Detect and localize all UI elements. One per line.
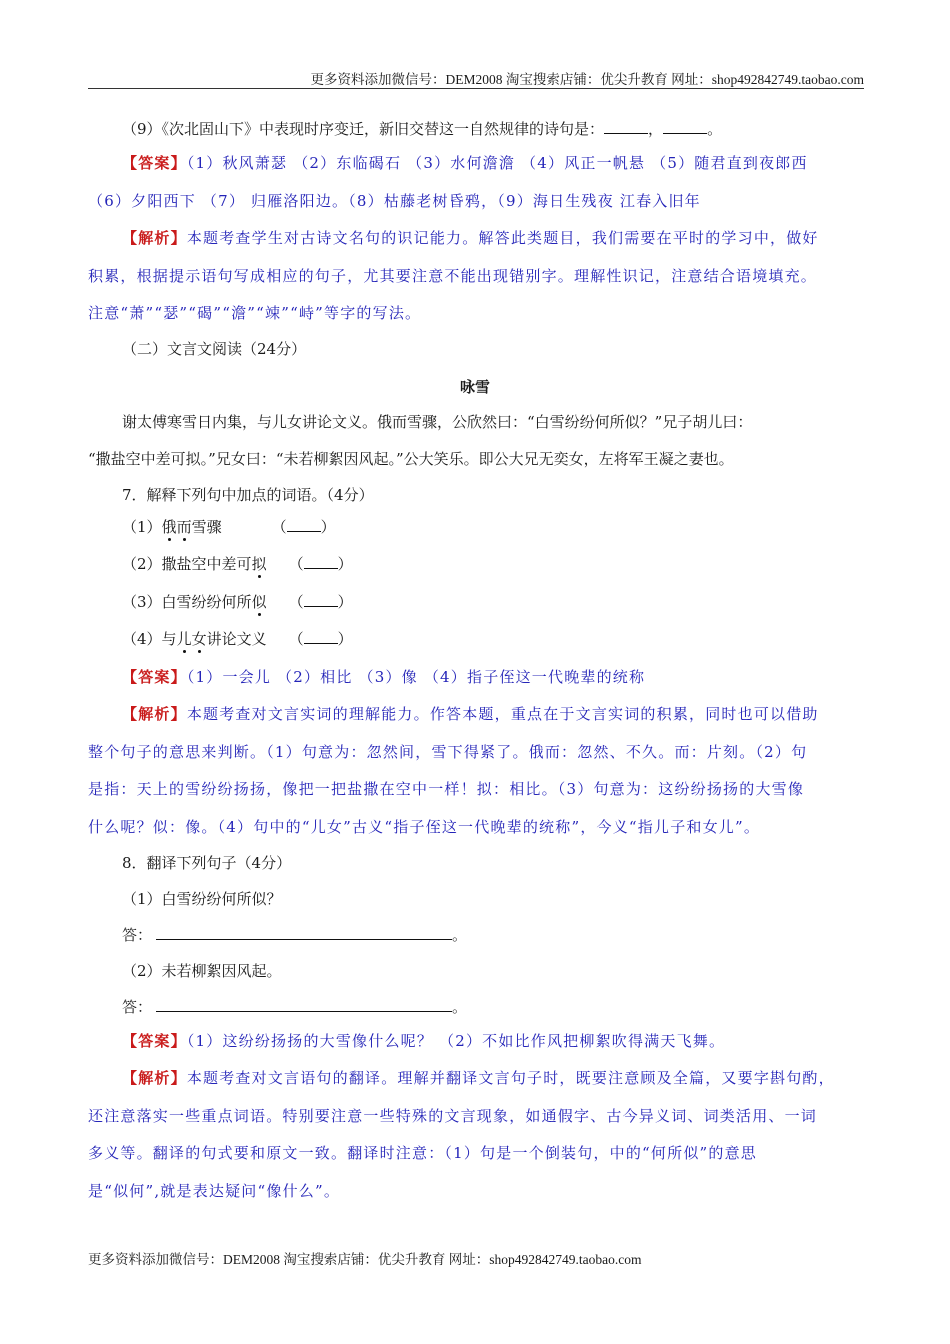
passage-line-1: 谢太傅寒雪日内集，与儿女讲论文义。俄而雪骤，公欣然曰：“白雪纷纷何所似？”兄子胡儿曰： [122, 413, 753, 431]
answer-line[interactable] [156, 925, 452, 940]
passage-line-2: “撒盐空中差可拟。”兄女曰：“未若柳絮因风起。”公大笑乐。即公大兄无奕女，左将军王凝之妻也。 [88, 450, 734, 468]
analysis-1-line-2: 积累，根据提示语句写成相应的句子，尤其要注意不能出现错别字。理解性识记，注意结合语境填充。 [88, 267, 818, 285]
answer-8: 【答案】（1）这纷纷扬扬的大雪像什么呢？ （2）不如比作风把柳絮吹得满天飞舞。 [122, 1032, 726, 1050]
analysis-7-line-1: 【解析】本题考查对文言实词的理解能力。作答本题，重点在于文言实词的积累，同时也可以借助 [122, 705, 819, 723]
analysis-1-line-1: 【解析】本题考查学生对古诗文名句的识记能力。解答此类题目，我们需要在平时的学习中，做好 [122, 229, 819, 247]
answer-tag: 【答案】 [122, 154, 187, 172]
header-divider [88, 88, 864, 89]
q8-sentence-1: （1）白雪纷纷何所似？ [122, 890, 282, 908]
analysis-8-line-4: 是“似何”,就是表达疑问“像什么”。 [88, 1182, 341, 1200]
answer-blank[interactable] [304, 553, 338, 569]
analysis-tag: 【解析】 [122, 229, 187, 247]
page-header: 更多资料添加微信号：DEM2008 淘宝搜索店铺：优尖升教育 网址：shop492842749.taobao.com [310, 72, 864, 87]
page-footer: 更多资料添加微信号：DEM2008 淘宝搜索店铺：优尖升教育 网址：shop492842749.taobao.com [88, 1252, 642, 1267]
passage-title: 咏雪 [459, 378, 490, 396]
q8-answer-row-1: 答： 。 [122, 926, 468, 944]
analysis-7-line-2: 整个句子的意思来判断。（1）句意为：忽然间，雪下得紧了。俄而：忽然、不久。而：片刻。（2）句 [88, 743, 808, 761]
q8-sentence-2: （2）未若柳絮因风起。 [122, 962, 282, 980]
analysis-1-line-3: 注意“萧”“瑟”“碣”“澹”“竦”“峙”等字的写法。 [88, 304, 422, 322]
dotted-char: 女 [191, 630, 207, 648]
analysis-8-line-1: 【解析】本题考查对文言语句的翻译。理解并翻译文言句子时，既要注意顾及全篇，又要字斟句酌， [122, 1069, 835, 1087]
answer-blank-2[interactable] [663, 118, 707, 134]
dotted-char: 儿 [176, 630, 192, 648]
analysis-8-line-3: 多义等。翻译的句式要和原文一致。翻译时注意：（1）句是一个倒装句，中的“何所似”的意思 [88, 1144, 757, 1162]
q7-item-1: （1）俄而雪骤 （ ） [122, 518, 336, 536]
q7-item-4: （4）与儿女讲论文义 （ ） [122, 630, 353, 648]
question-8-title: 8．翻译下列句子（4分） [122, 854, 292, 872]
dotted-char: 似 [251, 593, 267, 611]
analysis-7-line-3: 是指：天上的雪纷纷扬扬，像把一把盐撒在空中一样！拟：相比。（3）句意为：这纷纷扬扬的大雪像 [88, 780, 805, 798]
dotted-char: 而 [176, 518, 192, 536]
question-7-title: 7．解释下列句中加点的词语。（4分） [122, 486, 374, 504]
question-9: （9）《次北固山下》中表现时序变迁，新旧交替这一自然规律的诗句是： ， 。 [122, 120, 723, 138]
q7-item-2: （2）撒盐空中差可拟 （ ） [122, 555, 353, 573]
answer-line[interactable] [156, 997, 452, 1012]
analysis-7-line-4: 什么呢？似：像。（4）句中的“儿女”古义“指子侄这一代晚辈的统称”，今义“指儿子和女儿”。 [88, 818, 761, 836]
q7-item-3: （3）白雪纷纷何所似 （ ） [122, 593, 353, 611]
answer-1-line-2: （6）夕阳西下 （7） 归雁洛阳边。（8）枯藤老树昏鸦，（9）海日生残夜 江春入旧年 [88, 192, 701, 210]
dotted-char: 拟 [251, 555, 267, 573]
section-heading: （二）文言文阅读（24分） [122, 340, 307, 358]
dotted-char: 俄 [161, 518, 177, 536]
answer-blank[interactable] [304, 591, 338, 607]
answer-7: 【答案】（1）一会儿 （2）相比 （3）像 （4）指子侄这一代晚辈的统称 [122, 668, 646, 686]
answer-blank[interactable] [287, 516, 321, 532]
question-9-text: （9）《次北固山下》中表现时序变迁，新旧交替这一自然规律的诗句是： [122, 120, 605, 138]
q8-answer-row-2: 答： 。 [122, 998, 468, 1016]
analysis-8-line-2: 还注意落实一些重点词语。特别要注意一些特殊的文言现象，如通假字、古今异义词、词类活用、一词 [88, 1107, 818, 1125]
answer-1-line-1: 【答案】（1）秋风萧瑟 （2）东临碣石 （3）水何澹澹 （4）风正一帆悬 （5）随君直到夜郎西 [122, 154, 808, 172]
answer-blank-1[interactable] [604, 118, 648, 134]
answer-blank[interactable] [304, 628, 338, 644]
